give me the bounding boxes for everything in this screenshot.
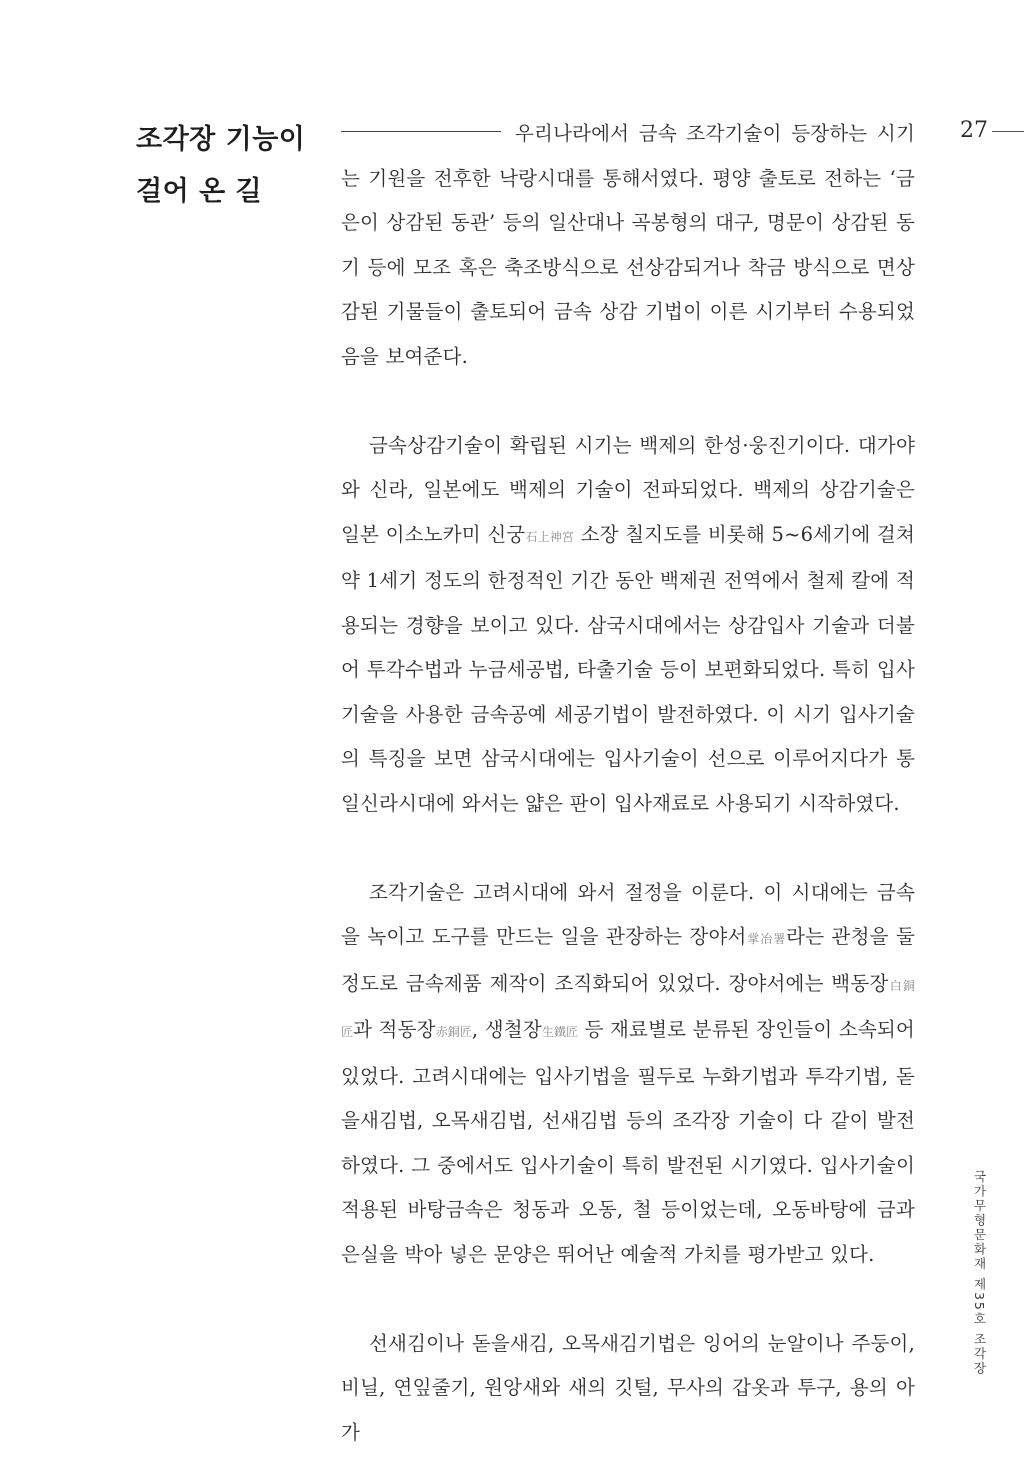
page-number: 27 (960, 118, 988, 143)
paragraph (341, 871, 915, 1278)
hanja-gloss: 白銅匠 (341, 978, 915, 1039)
section-title-line-2: 걸어 온 길 (136, 176, 263, 207)
paragraph-text: 과 적동장 (353, 1018, 436, 1041)
side-caption: 국가무형문화재 제35호 조각장 (972, 1170, 987, 1376)
paragraph (341, 424, 915, 827)
section-title (136, 114, 326, 218)
paragraph-text: , 생철장 (471, 1018, 542, 1041)
hanja-gloss: 石上神宮 (525, 529, 575, 544)
paragraph-text: 소장 칠지도를 비롯해 5~6세기에 걸쳐 약 1세기 정도의 한정적인 기간 동안 백제권 전역에서 철제 칼에 적용되는 경향을 보이고 있다. 삼국시대에서는 상감입사 기술과 더불어 투각수법과 누금세공법, 타출기술 등이 보편화되었다. 특히 입사기술을 사용한 금속공예 세공기법이 발전하였다. 이 시기 입사기술의 특징을 보면 삼국시대에는 입사기술이 선으로 이루어지다가 통일신라시대에 와서는 얇은 판이 입사재료로 사용되기 시작하였다. (341, 522, 915, 815)
paragraph (341, 112, 915, 379)
body-text (341, 112, 915, 1455)
page-number-rule (992, 131, 1024, 132)
hanja-gloss: 掌冶署 (746, 932, 787, 946)
paragraph-text: 우리나라에서 금속 조각기술이 등장하는 시기는 기원을 전후한 낙랑시대를 통해서였다. 평양 출토로 전하는 ‘금은이 상감된 동관’ 등의 일산대나 곡봉형의 대구, 명문이 상감된 동기 등에 모조 혹은 축조방식으로 선상감되거나 착금 방식으로 면상감된 기물들이 출토되어 금속 상감 기법이 이른 시기부터 수용되었음을 보여준다. (341, 122, 915, 368)
hanja-gloss: 赤銅匠 (435, 1025, 472, 1039)
paragraph-text: 선새김이나 돋을새김, 오목새김기법은 잉어의 눈알이나 주둥이, 비닐, 연잎줄기, 원앙새와 새의 깃털, 무사의 갑옷과 투구, 용의 아가 (341, 1331, 915, 1444)
paragraph-text: 등 재료별로 분류된 장인들이 소속되어 있었다. 고려시대에는 입사기법을 필두로 누화기법과 투각기법, 돋을새김법, 오목새김법, 선새김법 등의 조각장 기술이 다 같이 발전하였다. 그 중에서도 입사기술이 특히 발전된 시기였다. 입사기술이 적용된 바탕금속은 청동과 오동, 철 등이었는데, 오동바탕에 금과 은실을 박아 넣은 문양은 뛰어난 예술적 가치를 평가받고 있다. (341, 1018, 915, 1266)
paragraph-text: 라는 관청을 둘 정도로 금속제품 제작이 조직화되어 있었다. 장야서에는 백동장 (341, 925, 915, 995)
paragraph (341, 1322, 915, 1456)
hanja-gloss: 生鐵匠 (541, 1025, 579, 1039)
paragraph-text: 금속상감기술이 확립된 시기는 백제의 한성·웅진기이다. 대가야와 신라, 일본에도 백제의 기술이 전파되었다. 백제의 상감기술은 일본 이소노카미 신궁 (341, 433, 915, 546)
section-title-line-1: 조각장 기능이 (136, 124, 306, 155)
paragraph-text: 조각기술은 고려시대에 와서 절정을 이룬다. 이 시대에는 금속을 녹이고 도구를 만드는 일을 관장하는 장야서 (341, 880, 915, 948)
